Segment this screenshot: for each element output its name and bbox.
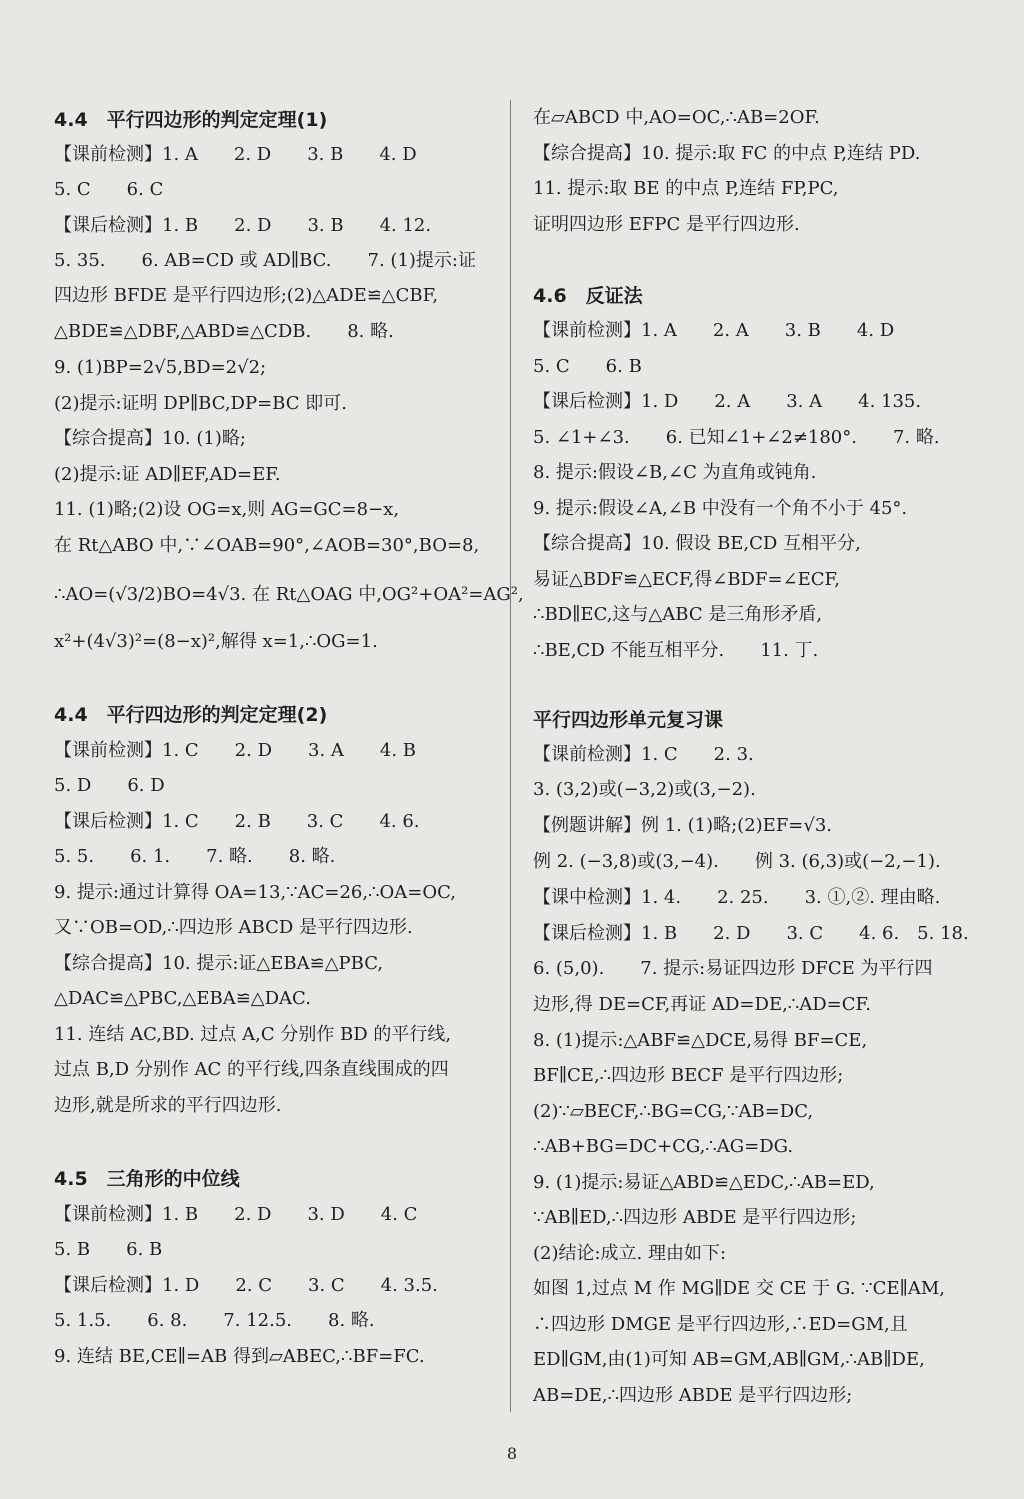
answer-line: ∴BD∥EC,这与△ABC 是三角形矛盾, xyxy=(533,604,823,625)
answer-line: 又∵OB=OD,∴四边形 ABCD 是平行四边形. xyxy=(54,917,413,938)
answer-line: (2)∵▱BECF,∴BG=CG,∵AB=DC, xyxy=(533,1101,814,1122)
answer-line: 9. (1)BP=2√5,BD=2√2; xyxy=(54,357,267,378)
page-number: 8 xyxy=(506,1444,518,1463)
answer-line: 5. 1.5. 6. 8. 7. 12.5. 8. 略. xyxy=(54,1310,375,1331)
answer-line: 3. (3,2)或(−3,2)或(3,−2). xyxy=(533,779,756,800)
section-heading: 4.5 三角形的中位线 xyxy=(54,1168,240,1190)
answer-line: ED∥GM,由(1)可知 AB=GM,AB∥GM,∴AB∥DE, xyxy=(533,1349,925,1370)
answer-line: 在 Rt△ABO 中,∵∠OAB=90°,∠AOB=30°,BO=8, xyxy=(54,535,480,556)
answer-line: 【课后检测】1. D 2. A 3. A 4. 135. xyxy=(533,391,922,412)
answer-line: 【课前检测】1. A 2. A 3. B 4. D xyxy=(533,320,895,341)
answer-line: 5. ∠1+∠3. 6. 已知∠1+∠2≠180°. 7. 略. xyxy=(533,427,940,448)
answer-line: 5. C 6. B xyxy=(533,356,642,377)
answer-line: △DAC≌△PBC,△EBA≌△DAC. xyxy=(54,988,311,1009)
section-heading: 4.4 平行四边形的判定定理(1) xyxy=(54,109,328,131)
answer-line: 9. 提示:通过计算得 OA=13,∵AC=26,∴OA=OC, xyxy=(54,882,456,903)
answer-line: 11. 连结 AC,BD. 过点 A,C 分别作 BD 的平行线, xyxy=(54,1024,452,1045)
answer-line: 过点 B,D 分别作 AC 的平行线,四条直线围成的四 xyxy=(54,1059,449,1080)
answer-line: 【课前检测】1. A 2. D 3. B 4. D xyxy=(54,144,417,165)
answer-line: 【课后检测】1. C 2. B 3. C 4. 6. xyxy=(54,811,420,832)
answer-line: AB=DE,∴四边形 ABDE 是平行四边形; xyxy=(533,1385,853,1406)
answer-line: 在▱ABCD 中,AO=OC,∴AB=2OF. xyxy=(533,107,820,128)
answer-line: 8. 提示:假设∠B,∠C 为直角或钝角. xyxy=(533,462,817,483)
answer-line: △BDE≌△DBF,△ABD≌△CDB. 8. 略. xyxy=(54,321,394,342)
answer-line: 9. 提示:假设∠A,∠B 中没有一个角不小于 45°. xyxy=(533,498,908,519)
answer-line: 例 2. (−3,8)或(3,−4). 例 3. (6,3)或(−2,−1). xyxy=(533,851,941,872)
column-divider xyxy=(510,100,511,1412)
answer-line: 【例题讲解】例 1. (1)略;(2)EF=√3. xyxy=(533,815,833,836)
answer-line: 【课后检测】1. B 2. D 3. B 4. 12. xyxy=(54,215,432,236)
answer-line: (2)结论:成立. 理由如下: xyxy=(533,1243,727,1264)
answer-line: 易证△BDF≌△ECF,得∠BDF=∠ECF, xyxy=(533,569,840,590)
section-heading: 4.4 平行四边形的判定定理(2) xyxy=(54,704,328,726)
answer-line: 【课中检测】1. 4. 2. 25. 3. ①,②. 理由略. xyxy=(533,887,941,908)
answer-line: ∵AB∥ED,∴四边形 ABDE 是平行四边形; xyxy=(533,1207,857,1228)
answer-line: 【综合提高】10. 假设 BE,CD 互相平分, xyxy=(533,533,861,554)
section-heading: 4.6 反证法 xyxy=(533,285,643,307)
answer-line: 5. B 6. B xyxy=(54,1239,163,1260)
answer-line: ∴AB+BG=DC+CG,∴AG=DG. xyxy=(533,1136,794,1157)
answer-line: ∴四边形 DMGE 是平行四边形,∴ED=GM,且 xyxy=(533,1314,908,1335)
answer-line: 如图 1,过点 M 作 MG∥DE 交 CE 于 G. ∵CE∥AM, xyxy=(533,1278,945,1299)
answer-line: 8. (1)提示:△ABF≌△DCE,易得 BF=CE, xyxy=(533,1030,868,1051)
section-heading: 平行四边形单元复习课 xyxy=(533,709,724,731)
answer-line: BF∥CE,∴四边形 BECF 是平行四边形; xyxy=(533,1065,844,1086)
answer-line: 11. 提示:取 BE 的中点 P,连结 FP,PC, xyxy=(533,178,839,199)
answer-line: 【课前检测】1. C 2. D 3. A 4. B xyxy=(54,740,417,761)
answer-line: 5. 35. 6. AB=CD 或 AD∥BC. 7. (1)提示:证 xyxy=(54,250,476,271)
answer-line: x²+(4√3)²=(8−x)²,解得 x=1,∴OG=1. xyxy=(54,631,378,652)
answer-line: 【课前检测】1. C 2. 3. xyxy=(533,744,754,765)
answer-line: 证明四边形 EFPC 是平行四边形. xyxy=(533,214,800,235)
answer-line: 【课前检测】1. B 2. D 3. D 4. C xyxy=(54,1204,418,1225)
answer-line: 【综合提高】10. 提示:取 FC 的中点 P,连结 PD. xyxy=(533,143,921,164)
answer-line: 【综合提高】10. (1)略; xyxy=(54,428,246,449)
answer-line: 5. 5. 6. 1. 7. 略. 8. 略. xyxy=(54,846,336,867)
answer-line: 【课后检测】1. B 2. D 3. C 4. 6. 5. 18. xyxy=(533,923,969,944)
answer-line: 四边形 BFDE 是平行四边形;(2)△ADE≌△CBF, xyxy=(54,285,439,306)
answer-line: 5. C 6. C xyxy=(54,179,164,200)
answer-line: 9. (1)提示:易证△ABD≌△EDC,∴AB=ED, xyxy=(533,1172,875,1193)
answer-line: 9. 连结 BE,CE∥=AB 得到▱ABEC,∴BF=FC. xyxy=(54,1346,425,1367)
answer-line: (2)提示:证 AD∥EF,AD=EF. xyxy=(54,464,281,485)
answer-line: 【综合提高】10. 提示:证△EBA≌△PBC, xyxy=(54,953,384,974)
answer-line: ∴AO=(√3/2)BO=4√3. 在 Rt△OAG 中,OG²+OA²=AG², xyxy=(54,584,524,605)
answer-line: ∴BE,CD 不能互相平分. 11. 丁. xyxy=(533,640,819,661)
answer-line: 5. D 6. D xyxy=(54,775,165,796)
answer-line: 边形,就是所求的平行四边形. xyxy=(54,1095,282,1116)
answer-line: 边形,得 DE=CF,再证 AD=DE,∴AD=CF. xyxy=(533,994,871,1015)
answer-line: 6. (5,0). 7. 提示:易证四边形 DFCE 为平行四 xyxy=(533,958,933,979)
answer-line: 【课后检测】1. D 2. C 3. C 4. 3.5. xyxy=(54,1275,438,1296)
answer-line: (2)提示:证明 DP∥BC,DP=BC 即可. xyxy=(54,393,347,414)
answer-line: 11. (1)略;(2)设 OG=x,则 AG=GC=8−x, xyxy=(54,499,400,520)
